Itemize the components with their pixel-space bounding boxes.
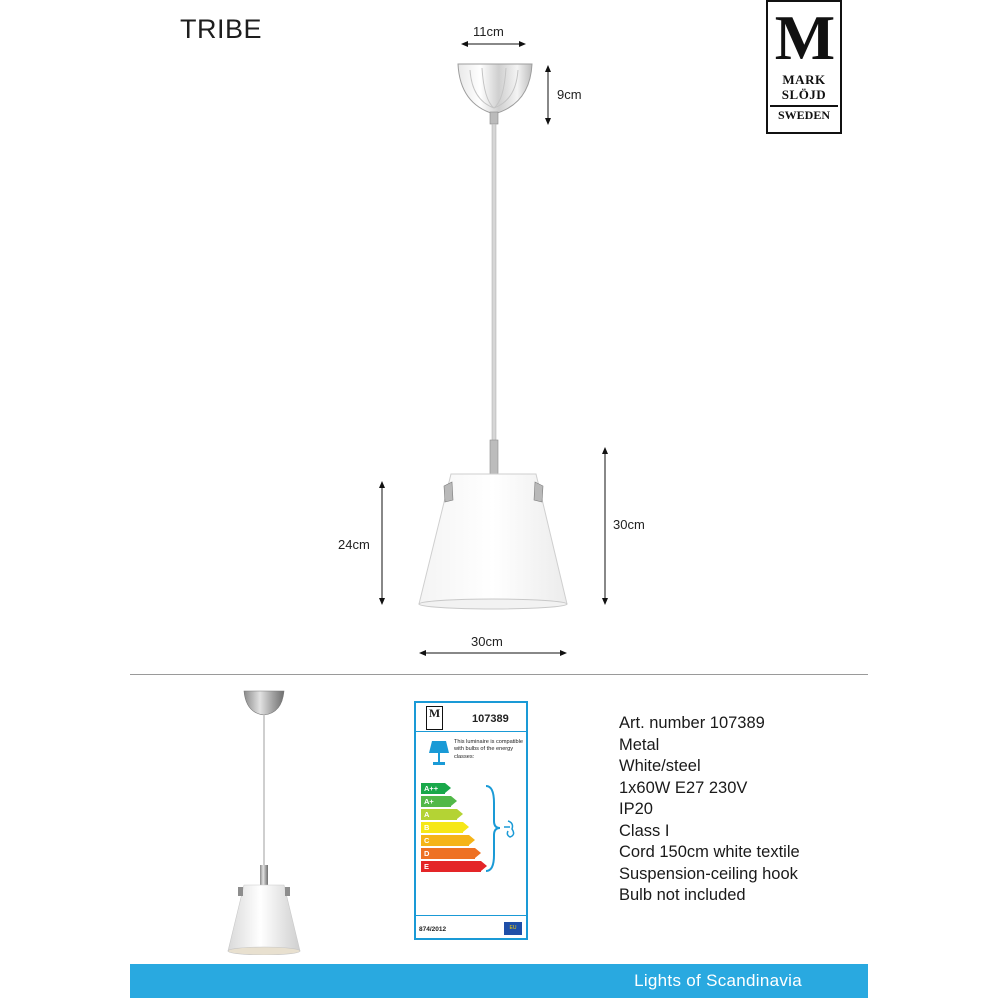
energy-class-d: D — [421, 848, 475, 859]
energy-class-a: A — [421, 809, 457, 820]
logo-letter: M — [774, 2, 834, 73]
shade-width-label: 30cm — [471, 634, 503, 649]
spec-line: Suspension-ceiling hook — [619, 864, 798, 883]
spec-line: Class I — [619, 821, 670, 840]
section-divider — [130, 674, 868, 675]
logo-line-sweden: SWEDEN — [770, 105, 838, 123]
eu-flag-icon: EU — [504, 922, 522, 935]
energy-class-c: C — [421, 835, 469, 846]
spec-line: IP20 — [619, 800, 653, 818]
bulb-icon — [504, 821, 514, 837]
logo-line-slojd: SLÖJD — [781, 87, 827, 102]
lamp-holder — [490, 440, 498, 474]
energy-class-b: B — [421, 822, 463, 833]
label-bottom-separator — [416, 915, 526, 916]
label-logo: M — [426, 706, 443, 730]
label-article-number: 107389 — [472, 713, 509, 725]
label-compat-text: This luminaire is compatible with bulbs of the energy classes: — [454, 739, 524, 760]
label-regulation: 874/2012 — [419, 926, 447, 933]
total-height-label: 30cm — [613, 517, 645, 532]
compat-bracket — [482, 783, 522, 873]
energy-class-aplusplus: A++ — [421, 783, 445, 794]
footer-tagline: Lights of Scandinavia — [634, 971, 802, 990]
spec-line: Bulb not included — [619, 886, 746, 904]
energy-class-aplus: A+ — [421, 796, 451, 807]
footer-bar — [130, 964, 868, 998]
logo-line-mark: MARK — [782, 72, 826, 87]
label-separator — [416, 731, 526, 732]
spec-line: Art. number 107389 — [619, 714, 765, 732]
spec-line: White/steel — [619, 757, 701, 775]
ceiling-canopy — [458, 64, 532, 124]
canopy-width-label: 11cm — [473, 24, 504, 39]
spec-line: Cord 150cm white textile — [619, 843, 800, 861]
product-photo — [210, 685, 320, 955]
energy-class-e: E — [421, 861, 481, 872]
spec-list — [619, 713, 800, 907]
energy-label — [414, 701, 528, 940]
cord — [492, 124, 496, 442]
shade-height-label: 24cm — [338, 537, 370, 552]
lamp-shade — [419, 474, 567, 609]
product-title: TRIBE — [180, 14, 263, 44]
canopy-height-label: 9cm — [557, 87, 582, 102]
lamp-icon — [428, 739, 450, 767]
spec-line: 1x60W E27 230V — [619, 778, 748, 797]
spec-line: Metal — [619, 735, 660, 754]
